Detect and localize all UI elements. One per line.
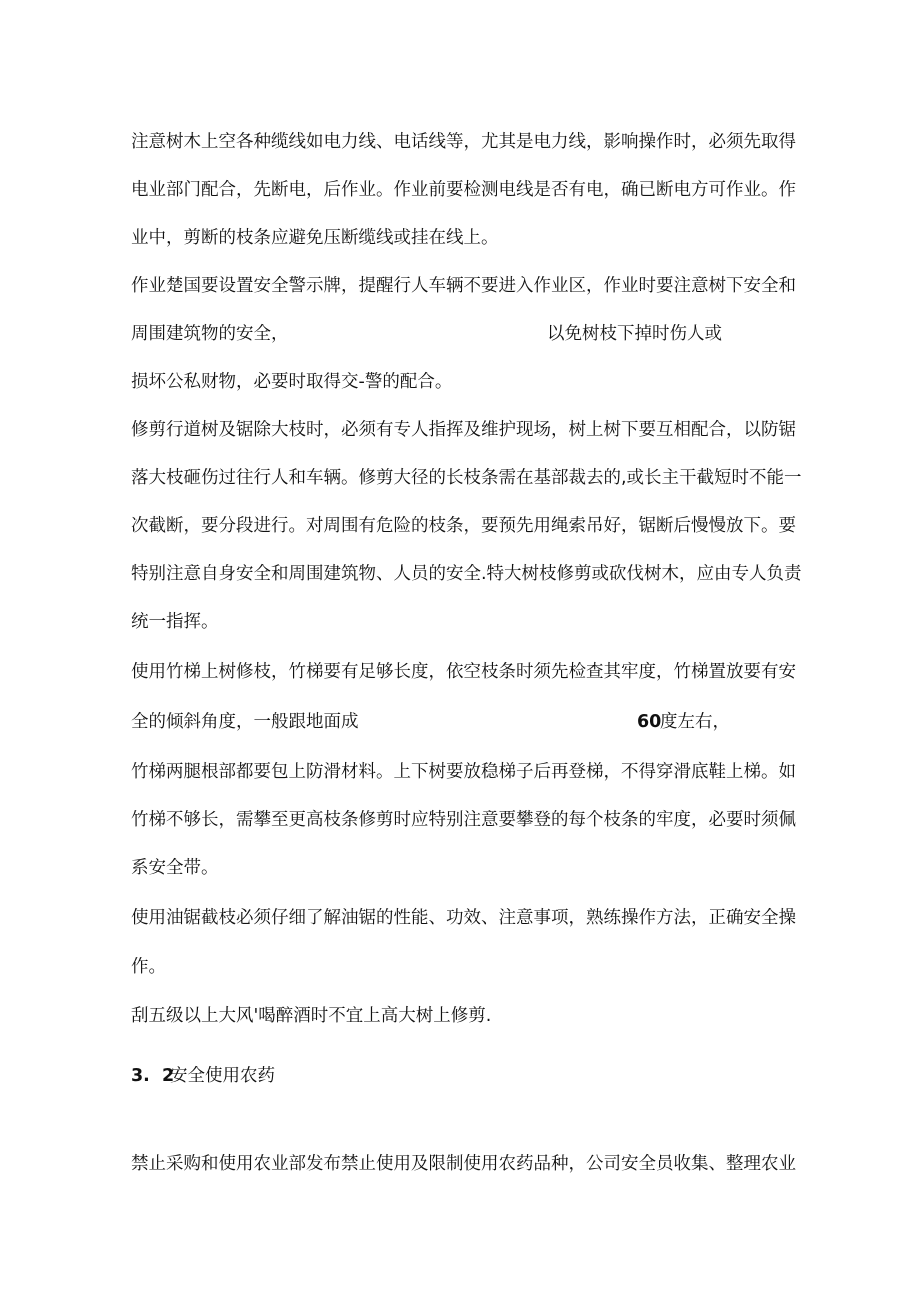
paragraph-line: 统一指挥。: [131, 612, 219, 632]
paragraph-line: 落大枝砸伤过往行人和车辆。修剪大径的长枝条需在基部裁去的,或长主干截短时不能一: [131, 468, 802, 488]
paragraph-line: 全的倾斜角度，一般跟地面成: [131, 712, 359, 732]
paragraph-line: 禁止采购和使用农业部发布禁止使用及限制使用农药品种，公司安全员收集、整理农业: [131, 1154, 796, 1174]
paragraph-line: 损坏公私财物，必要时取得交-警的配合。: [131, 372, 453, 392]
paragraph-line: 修剪行道树及锯除大枝时，必须有专人指挥及维护现场，树上树下要互相配合，以防锯: [131, 420, 796, 440]
paragraph-line: 以免树枝下掉时伤人或: [547, 324, 722, 344]
paragraph-line: 度左右，: [660, 712, 730, 732]
angle-value: 60: [637, 712, 662, 732]
paragraph-line: 刮五级以上大风'喝醉酒时不宜上高大树上修剪.: [131, 1006, 492, 1026]
section-number: 3. 2: [131, 1066, 175, 1086]
paragraph-line: 系安全带。: [131, 858, 219, 878]
paragraph-line: 电业部门配合，先断电，后作业。作业前要检测电线是否有电，确已断电方可作业。作: [131, 180, 796, 200]
paragraph-line: 竹梯两腿根部都要包上防滑材料。上下树要放稳梯子后再登梯，不得穿滑底鞋上梯。如: [131, 762, 796, 782]
section-title: 安全使用农药: [170, 1066, 275, 1086]
paragraph-line: 竹梯不够长，需攀至更高枝条修剪时应特别注意要攀登的每个枝条的牢度，必要时须佩: [131, 810, 796, 830]
paragraph-line: 注意树木上空各种缆线如电力线、电话线等，尤其是电力线，影响操作时，必须先取得: [131, 132, 796, 152]
paragraph-line: 使用竹梯上树修枝，竹梯要有足够长度，依空枝条时须先检查其牢度，竹梯置放要有安: [131, 662, 796, 682]
paragraph-line: 次截断，要分段进行。对周围有危险的枝条，要预先用绳索吊好，锯断后慢慢放下。要: [131, 516, 796, 536]
paragraph-line: 周围建筑物的安全，: [131, 324, 289, 344]
paragraph-line: 作。: [131, 957, 166, 977]
paragraph-line: 使用油锯截枝必须仔细了解油锯的性能、功效、注意事项，熟练操作方法，正确安全操: [131, 908, 796, 928]
paragraph-line: 作业楚国要设置安全警示牌，提醒行人车辆不要进入作业区，作业时要注意树下安全和: [131, 276, 796, 296]
paragraph-line: 业中，剪断的枝条应避免压断缆线或挂在线上。: [131, 228, 499, 248]
paragraph-line: 特别注意自身安全和周围建筑物、人员的安全.特大树枝修剪或砍伐树木，应由专人负责: [131, 564, 802, 584]
